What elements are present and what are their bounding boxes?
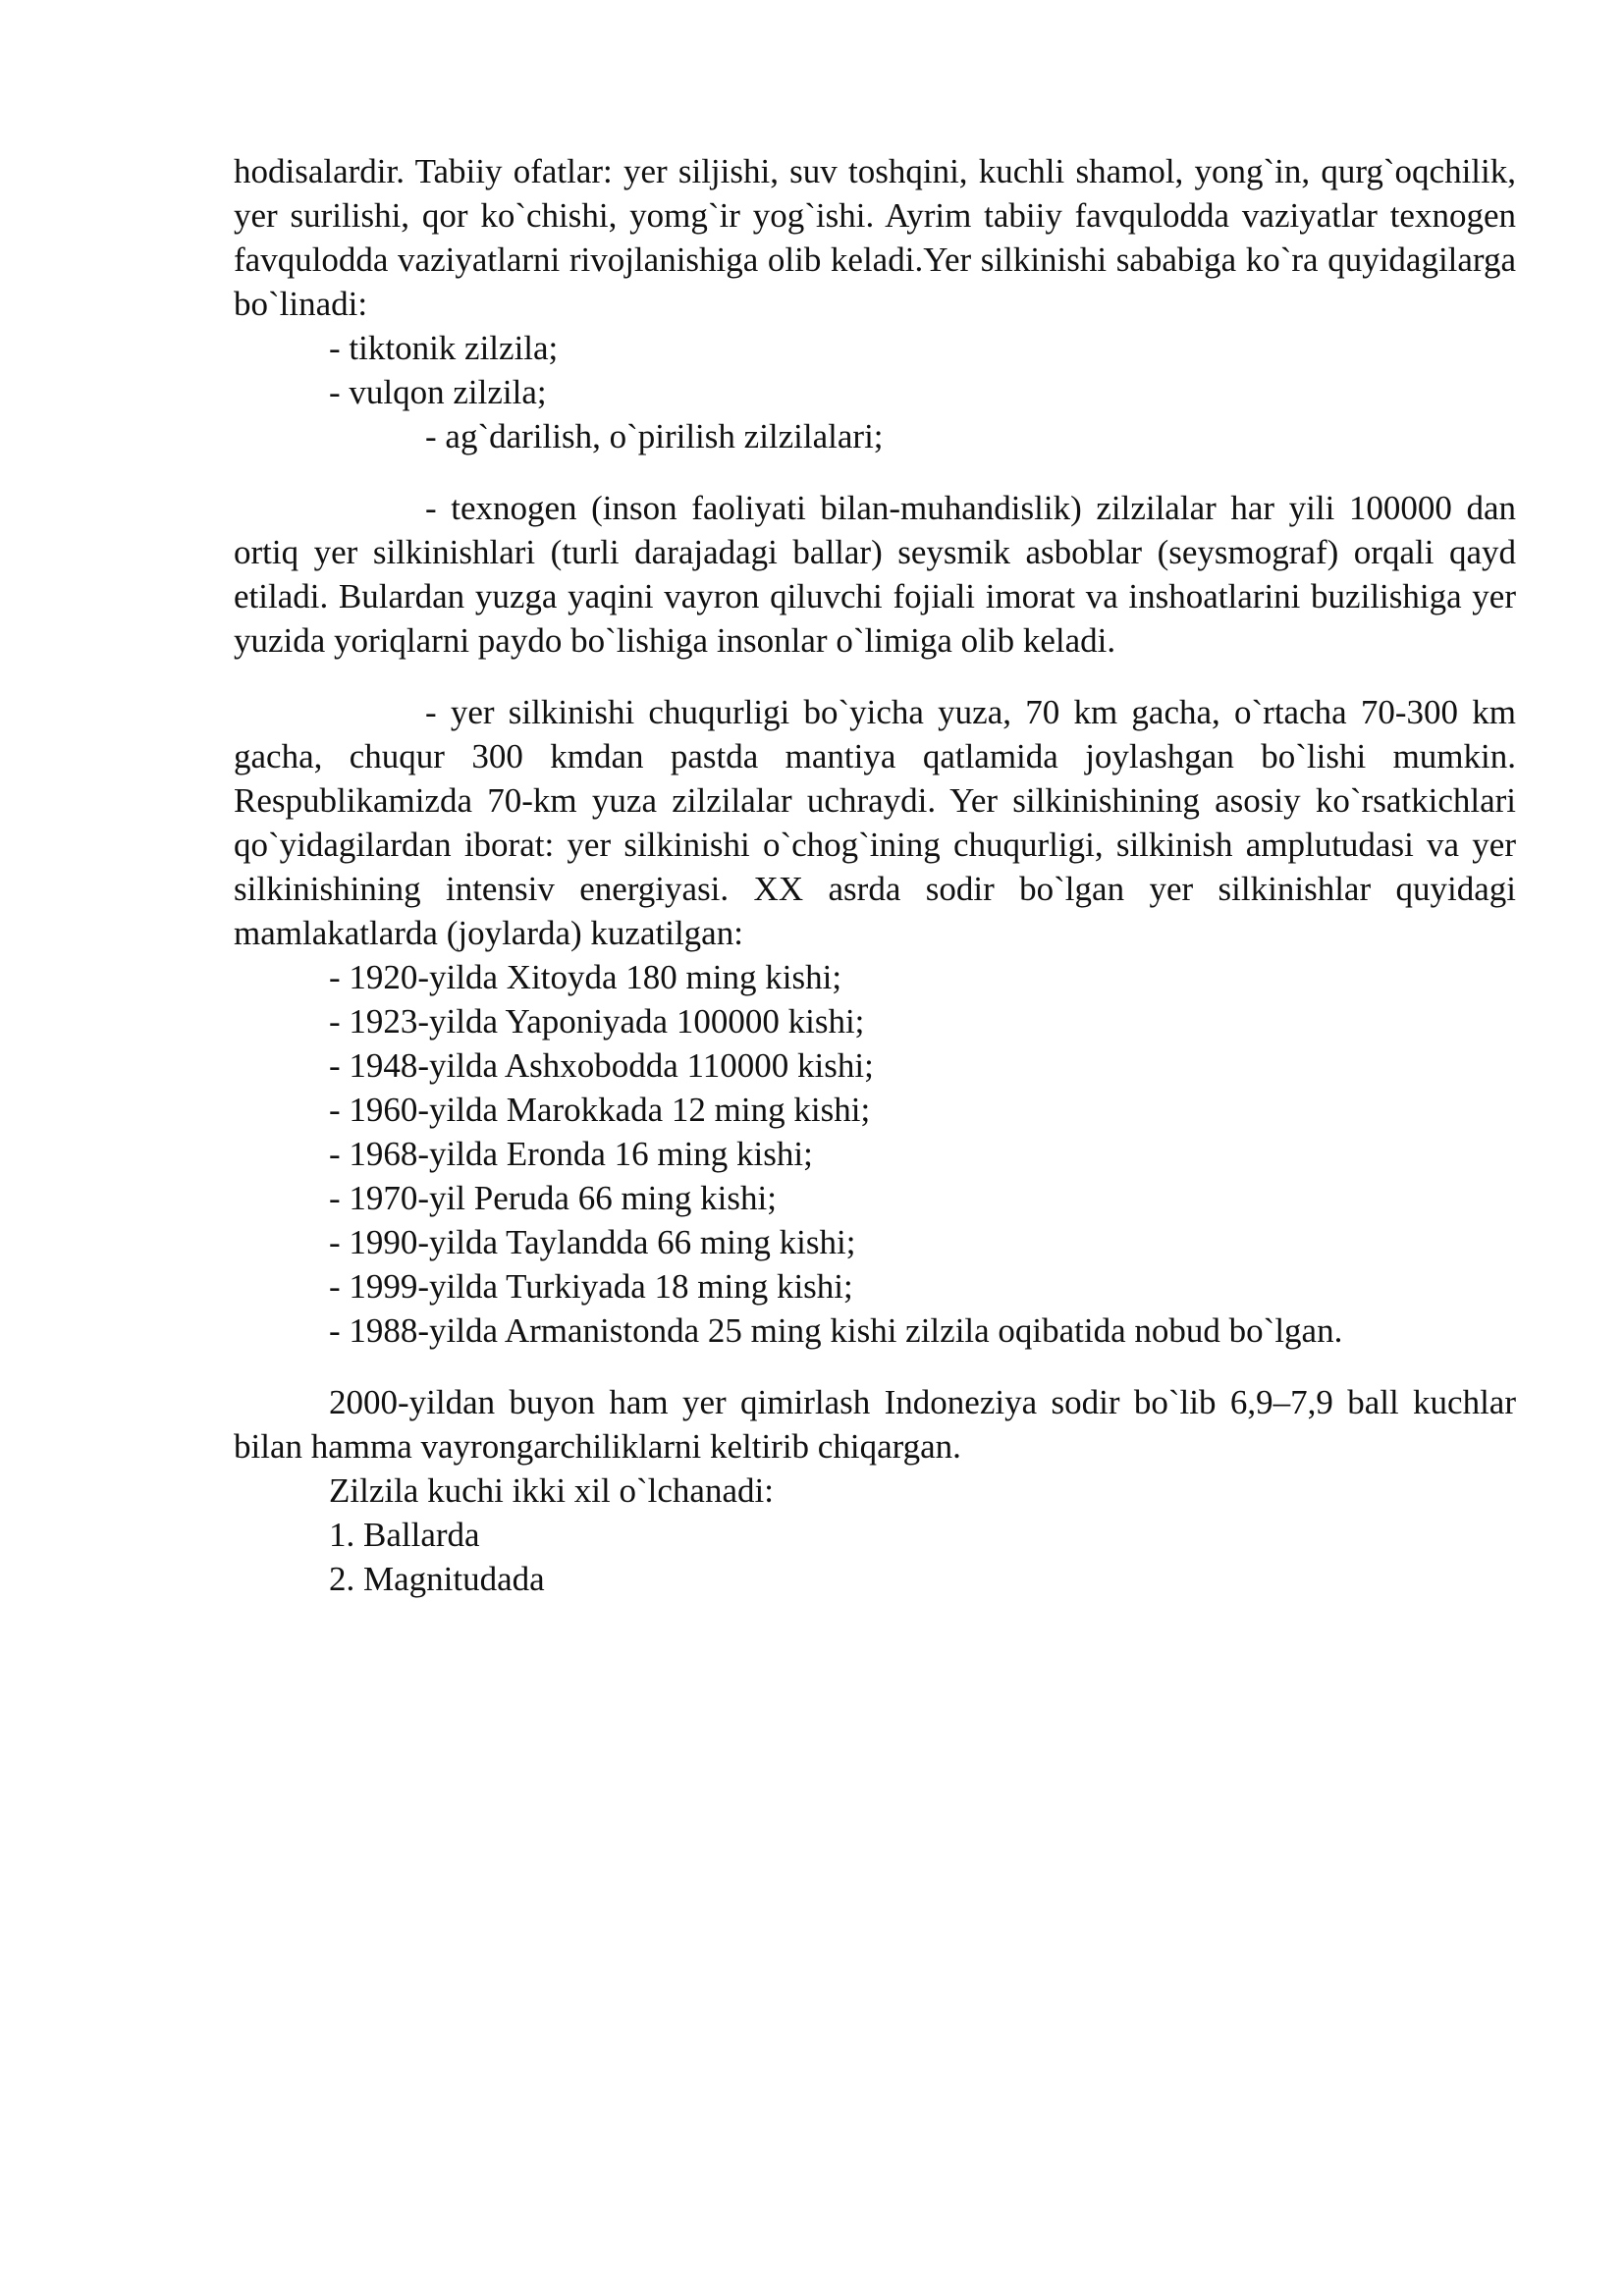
event-item: - 1999-yilda Turkiyada 18 ming kishi; [329,1267,853,1306]
event-item: - 1968-yilda Eronda 16 ming kishi; [329,1135,813,1173]
measure-item: 2. Magnitudada [329,1560,545,1598]
intro-paragraph: hodisalardir. Tabiiy ofatlar: yer siljishi, suv toshqini, kuchli shamol, yong`in, qurg`oqchilik, yer surilishi, qor ko`chishi, yomg`ir yog`ishi. Ayrim tabiiy favqulodda vaziyatlar texnogen favqulodda vaziyatlarni rivojlanishiga olib keladi.Yer silkinishi sababiga ko`ra quyidagilarga bo`linadi: [234,152,1516,323]
type-item: - ag`darilish, o`pirilish zilzilalari; [425,417,884,455]
technogenic-paragraph: - texnogen (inson faoliyati bilan-muhandislik) zilzilalar har yili 100000 dan ortiq yer silkinishlari (turli darajadagi ballar) seysmik asboblar (seysmograf) orqali qayd etiladi. Bulardan yuzga yaqini vayron qiluvchi fojiali imorat va inshoatlarini buzilishiga yer yuzida yoriqlarni paydo bo`lishiga insonlar o`limiga olib keladi. [234,489,1516,660]
event-item: - 1960-yilda Marokkada 12 ming kishi; [329,1091,871,1129]
event-item: - 1988-yilda Armanistonda 25 ming kishi zilzila oqibatida nobud bo`lgan. [329,1311,1343,1350]
event-item: - 1970-yil Peruda 66 ming kishi; [329,1179,777,1217]
measure-intro: Zilzila kuchi ikki xil o`lchanadi: [329,1471,774,1510]
since-2000-paragraph: 2000-yildan buyon ham yer qimirlash Indoneziya sodir bo`lib 6,9–7,9 ball kuchlar bilan hamma vayrongarchiliklarni keltirib chiqargan. [234,1383,1516,1466]
event-item: - 1920-yilda Xitoyda 180 ming kishi; [329,958,842,996]
measure-item: 1. Ballarda [329,1516,480,1554]
depth-paragraph: - yer silkinishi chuqurligi bo`yicha yuza, 70 km gacha, o`rtacha 70-300 km gacha, chuqur 300 kmdan pastda mantiya qatlamida joylashgan bo`lishi mumkin. Respublikamizda 70-km yuza zilzilalar uchraydi. Yer silkinishining asosiy ko`rsatkichlari qo`yidagilardan iborat: yer silkinishi o`chog`ining chuqurligi, silkinish amplutudasi va yer silkinishining intensiv energiyasi. XX asrda sodir bo`lgan yer silkinishlar quyidagi mamlakatlarda (joylarda) kuzatilgan: [234,693,1516,952]
event-item: - 1948-yilda Ashxobodda 110000 kishi; [329,1046,874,1085]
document-page [234,149,1516,1601]
type-item: - tiktonik zilzila; [329,329,559,367]
event-item: - 1923-yilda Yaponiyada 100000 kishi; [329,1002,865,1041]
type-item: - vulqon zilzila; [329,373,547,411]
event-item: - 1990-yilda Taylandda 66 ming kishi; [329,1223,856,1261]
